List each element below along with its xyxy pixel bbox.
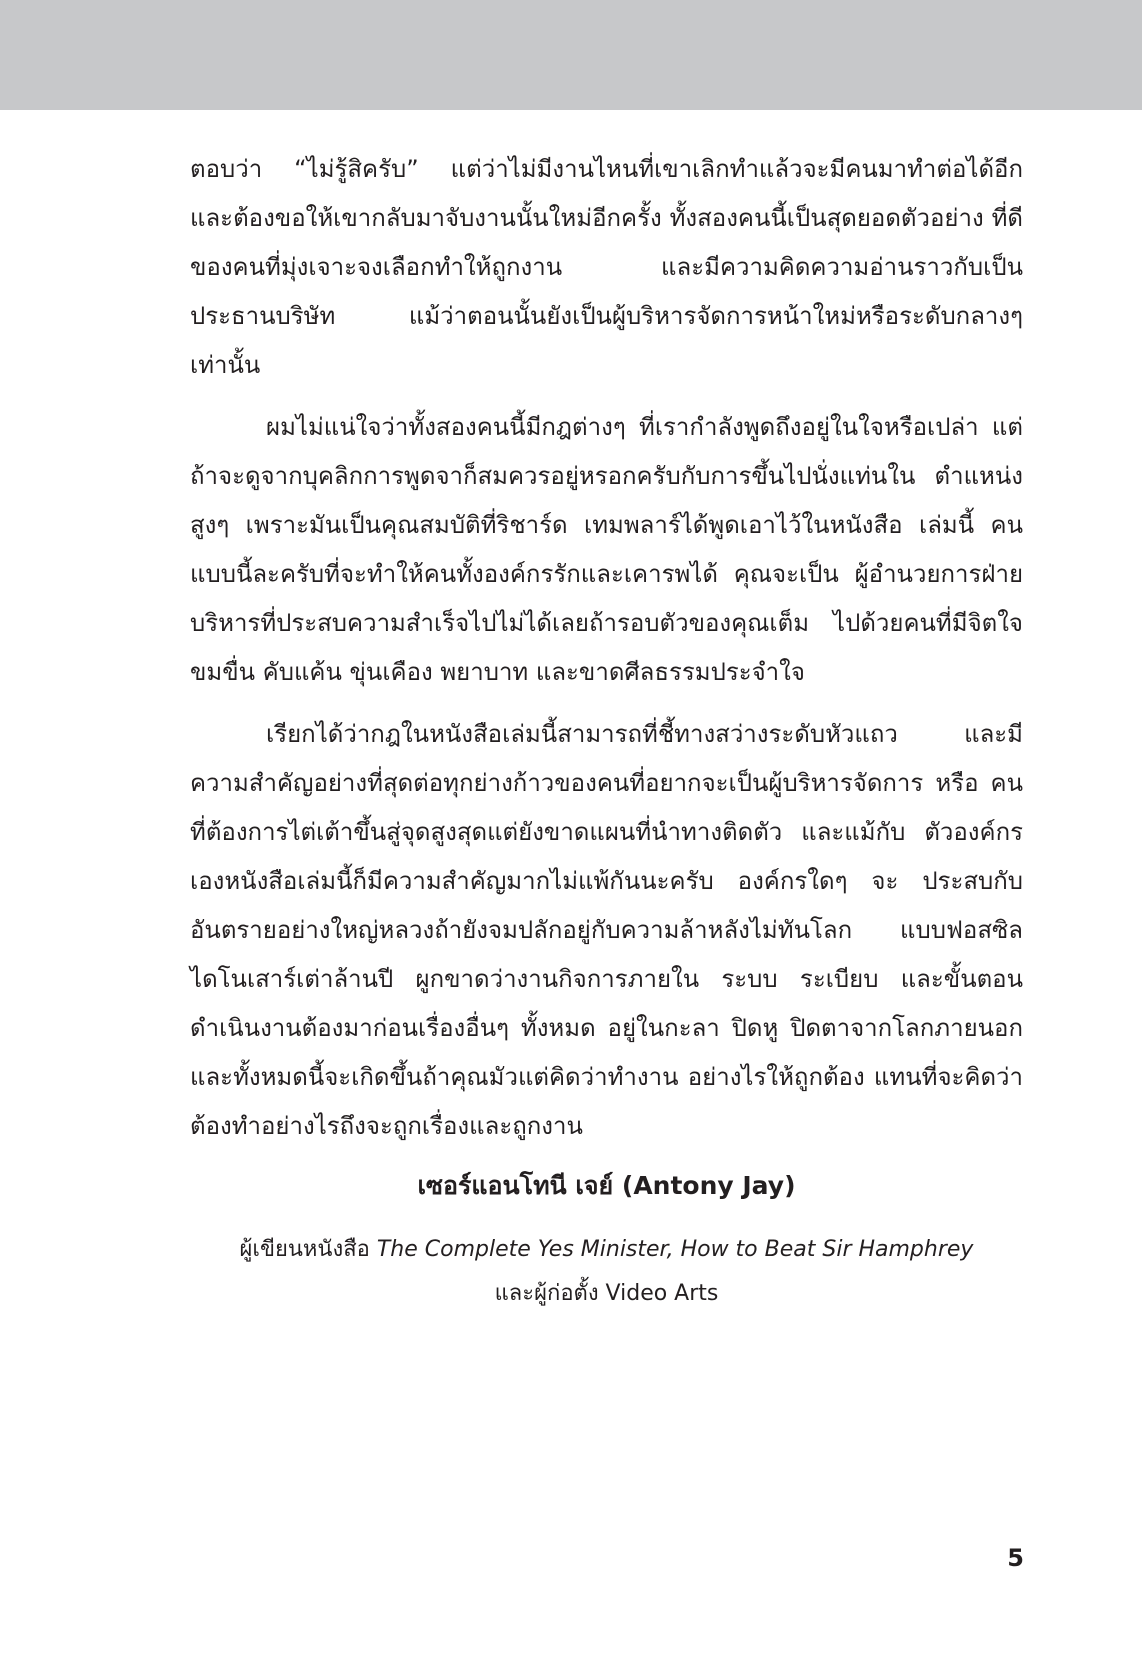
author-desc-line-2: และผู้ก่อตั้ง Video Arts	[494, 1281, 719, 1306]
page-number: 5	[1007, 1544, 1024, 1572]
author-desc-line-1	[190, 1228, 1023, 1272]
body-text	[190, 145, 1023, 1151]
paragraph-1: ตอบว่า “ไม่รู้สิครับ” แต่ว่าไม่มีงานไหนที่เขาเลิกทำแล้วจะมีคนมาทำต่อได้อีก และต้องขอให้เขากลับมาจับงานนั้นใหม่อีกครั้ง ทั้งสองคนนี้เป็นสุดยอดตัวอย่าง ที่ดีของคนที่มุ่งเจาะจงเลือกทำให้ถูกงาน และมีความคิดความอ่านราวกับเป็น ประธานบริษัท แม้ว่าตอนนั้นยังเป็นผู้บริหารจัดการหน้าใหม่หรือระดับกลางๆ เท่านั้น	[190, 155, 1023, 379]
author-description	[190, 1228, 1023, 1316]
paragraph-3: เรียกได้ว่ากฎในหนังสือเล่มนี้สามารถที่ชี้ทางสว่างระดับหัวแถว และมี ความสำคัญอย่างที่สุดต่อทุกย่างก้าวของคนที่อยากจะเป็นผู้บริหารจัดการ หรือ คนที่ต้องการไต่เต้าขึ้นสู่จุดสูงสุดแต่ยังขาดแผนที่นำทางติดตัว และแม้กับ ตัวองค์กรเองหนังสือเล่มนี้ก็มีความสำคัญมากไม่แพ้กันนะครับ องค์กรใดๆ จะ ประสบกับอันตรายอย่างใหญ่หลวงถ้ายังจมปลักอยู่กับความล้าหลังไม่ทันโลก แบบฟอสซิลไดโนเสาร์เต่าล้านปี ผูกขาดว่างานกิจการภายใน ระบบ ระเบียบ และขั้นตอนดำเนินงานต้องมาก่อนเรื่องอื่นๆ ทั้งหมด อยู่ในกะลา ปิดหู ปิดตาจากโลกภายนอก และทั้งหมดนี้จะเกิดขึ้นถ้าคุณมัวแต่คิดว่าทำงาน อย่างไรให้ถูกต้อง แทนที่จะคิดว่าต้องทำอย่างไรถึงจะถูกเรื่องและถูกงาน	[190, 720, 1023, 1140]
header-band	[0, 0, 1142, 110]
author-desc-books: The Complete Yes Minister, How to Beat Sir Hamphrey	[376, 1237, 974, 1262]
author-desc-prefix: ผู้เขียนหนังสือ	[239, 1237, 370, 1262]
author-name: เซอร์แอนโทนี เจย์ (Antony Jay)	[417, 1171, 796, 1200]
paragraph-2: ผมไม่แน่ใจว่าทั้งสองคนนี้มีกฎต่างๆ ที่เรากำลังพูดถึงอยู่ในใจหรือเปล่า แต่ถ้าจะดูจากบุคลิกการพูดจาก็สมควรอยู่หรอกครับกับการขึ้นไปนั่งแท่นใน ตำแหน่งสูงๆ เพราะมันเป็นคุณสมบัติที่ริชาร์ด เทมพลาร์ได้พูดเอาไว้ในหนังสือ เล่มนี้ คนแบบนี้ละครับที่จะทำให้คนทั้งองค์กรรักและเคารพได้ คุณจะเป็น ผู้อำนวยการฝ่ายบริหารที่ประสบความสำเร็จไปไม่ได้เลยถ้ารอบตัวของคุณเต็ม ไปด้วยคนที่มีจิตใจขมขื่น คับแค้น ขุ่นเคือง พยาบาท และขาดศีลธรรมประจำใจ	[190, 413, 1023, 686]
